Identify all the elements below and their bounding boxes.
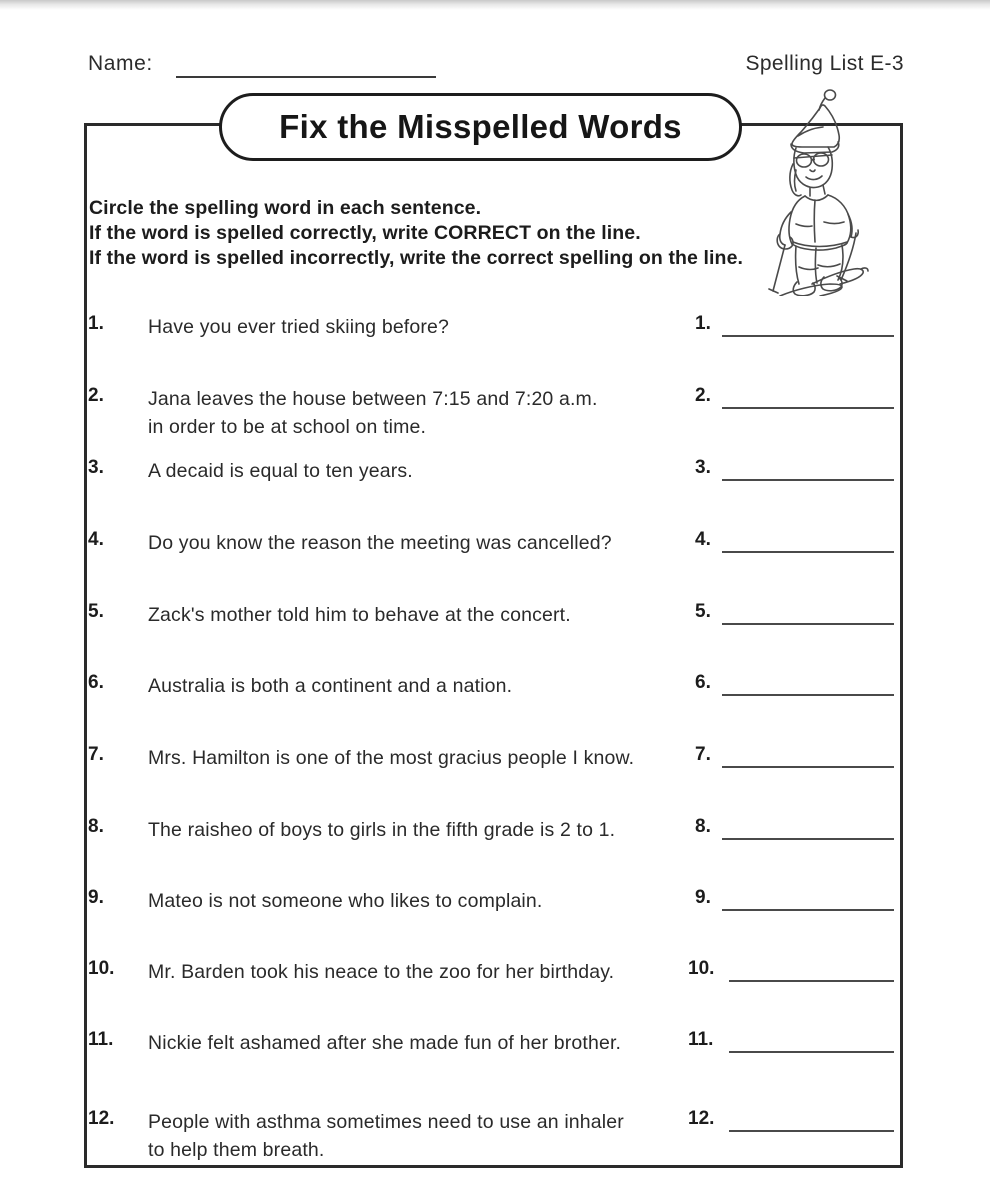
question-text (148, 744, 708, 772)
name-label: Name: (88, 52, 153, 75)
answer-number: 11. (688, 1029, 714, 1050)
question-text-line-1: Have you ever tried skiing before? (148, 316, 450, 338)
instruction-line-3: If the word is spelled incorrectly, write the correct spelling on the line. (89, 247, 744, 269)
answer-write-in-line[interactable] (722, 479, 894, 481)
answer-write-in-line[interactable] (722, 909, 894, 911)
answer-write-in-line[interactable] (729, 1130, 894, 1132)
answer-write-in-line[interactable] (722, 335, 894, 337)
worksheet-title-banner (219, 93, 742, 161)
question-text-line-1: Mrs. Hamilton is one of the most gracius people I know. (148, 747, 635, 769)
answer-write-in-line[interactable] (722, 766, 894, 768)
question-number: 12. (88, 1108, 115, 1129)
page-title: Fix the Misspelled Words (279, 108, 682, 145)
question-number: 5. (88, 601, 104, 622)
answer-number: 3. (695, 457, 711, 478)
question-text (148, 887, 708, 915)
question-text-line-1: Jana leaves the house between 7:15 and 7:20 a.m. (148, 388, 598, 410)
question-text-line-1: A decaid is equal to ten years. (148, 460, 413, 482)
answer-write-in-line[interactable] (729, 1051, 894, 1053)
question-text-line-1: Nickie felt ashamed after she made fun of her brother. (148, 1032, 622, 1054)
question-number: 9. (88, 887, 104, 908)
question-number: 4. (88, 529, 104, 550)
spelling-list-label: Spelling List E-3 (745, 52, 904, 75)
question-text (148, 1108, 708, 1164)
question-text-line-1: Mateo is not someone who likes to complain. (148, 890, 543, 912)
question-text (148, 958, 708, 986)
question-number: 11. (88, 1029, 114, 1050)
answer-number: 1. (695, 313, 711, 334)
instruction-line-1: Circle the spelling word in each sentence. (89, 197, 482, 219)
question-text-line-1: Mr. Barden took his neace to the zoo for her birthday. (148, 961, 615, 983)
question-text (148, 457, 708, 485)
question-text-line-1: Do you know the reason the meeting was cancelled? (148, 532, 612, 554)
question-text (148, 1029, 708, 1057)
answer-write-in-line[interactable] (729, 980, 894, 982)
answer-number: 10. (688, 958, 715, 979)
answer-write-in-line[interactable] (722, 551, 894, 553)
question-text-line-2: to help them breath. (148, 1139, 325, 1161)
question-number: 1. (88, 313, 104, 334)
answer-number: 6. (695, 672, 711, 693)
question-number: 10. (88, 958, 115, 979)
question-text (148, 529, 708, 557)
answer-write-in-line[interactable] (722, 623, 894, 625)
question-text-line-2: in order to be at school on time. (148, 416, 427, 438)
question-number: 8. (88, 816, 104, 837)
answer-write-in-line[interactable] (722, 407, 894, 409)
answer-number: 12. (688, 1108, 715, 1129)
question-text-line-1: Australia is both a continent and a nation. (148, 675, 513, 697)
question-number: 3. (88, 457, 104, 478)
answer-write-in-line[interactable] (722, 838, 894, 840)
question-text-line-1: Zack's mother told him to behave at the concert. (148, 604, 571, 626)
question-text (148, 672, 708, 700)
question-text (148, 313, 708, 341)
question-text-line-1: The raisheo of boys to girls in the fifth grade is 2 to 1. (148, 819, 616, 841)
question-number: 2. (88, 385, 104, 406)
answer-number: 9. (695, 887, 711, 908)
answer-number: 4. (695, 529, 711, 550)
instruction-line-2: If the word is spelled correctly, write CORRECT on the line. (89, 222, 641, 244)
question-text-line-1: People with asthma sometimes need to use an inhaler (148, 1111, 624, 1133)
answer-write-in-line[interactable] (722, 694, 894, 696)
question-text (148, 385, 708, 441)
question-text (148, 601, 708, 629)
skier-icon (768, 84, 888, 296)
answer-number: 2. (695, 385, 711, 406)
answer-number: 8. (695, 816, 711, 837)
question-number: 7. (88, 744, 104, 765)
question-number: 6. (88, 672, 104, 693)
question-text (148, 816, 708, 844)
answer-number: 7. (695, 744, 711, 765)
answer-number: 5. (695, 601, 711, 622)
